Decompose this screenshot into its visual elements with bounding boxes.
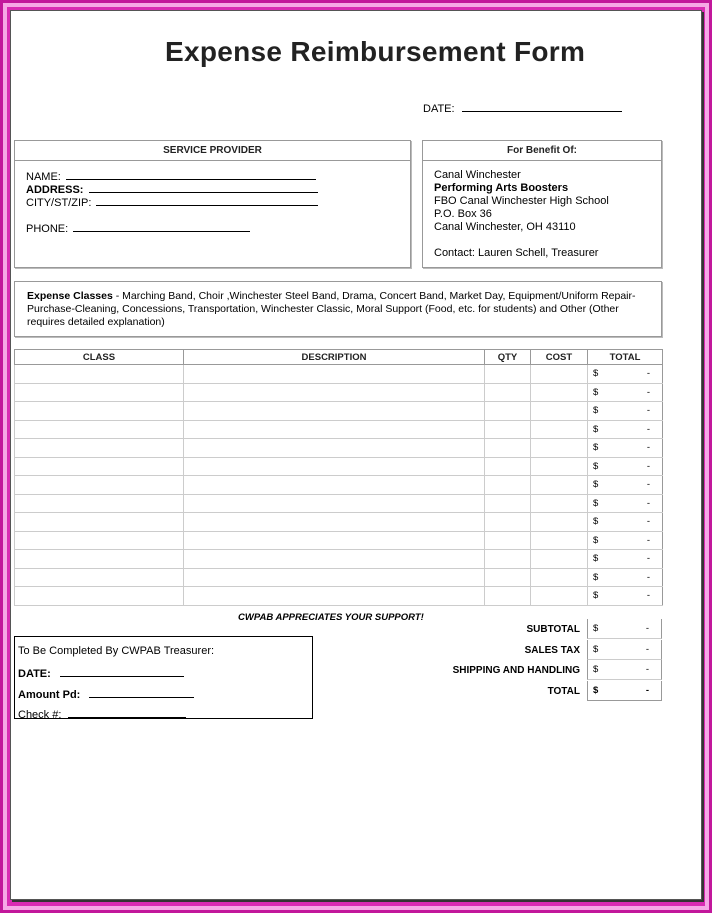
benefit-line: Canal Winchester <box>434 169 521 181</box>
amount-dash: - <box>646 553 650 565</box>
total-cell <box>588 365 663 384</box>
treasurer-intro: To Be Completed By CWPAB Treasurer: <box>18 645 215 657</box>
benefit-line: P.O. Box 36 <box>434 208 492 220</box>
class-cell[interactable] <box>15 476 184 495</box>
qty-cell[interactable] <box>485 420 531 439</box>
benefit-box <box>422 140 662 268</box>
qty-cell[interactable] <box>485 476 531 495</box>
description-cell[interactable] <box>184 365 485 384</box>
class-cell[interactable] <box>15 568 184 587</box>
total-cell <box>588 531 663 550</box>
amount-dash: - <box>646 460 650 472</box>
qty-cell[interactable] <box>485 457 531 476</box>
amount-dash: - <box>646 571 650 583</box>
benefit-line: Canal Winchester, OH 43110 <box>434 221 576 233</box>
amount-paid-line[interactable] <box>89 687 194 698</box>
qty-cell[interactable] <box>485 439 531 458</box>
check-number-field[interactable] <box>18 707 186 721</box>
amount-dash: - <box>646 516 650 528</box>
phone-field[interactable] <box>26 221 250 235</box>
currency-sign: $ <box>593 623 599 634</box>
column-header-qty: QTY <box>485 350 531 365</box>
description-cell[interactable] <box>184 420 485 439</box>
qty-cell[interactable] <box>485 568 531 587</box>
total-cell <box>588 494 663 513</box>
class-cell[interactable] <box>15 420 184 439</box>
currency-sign: $ <box>593 442 599 454</box>
amount-dash: - <box>646 386 650 398</box>
city-label: CITY/ST/ZIP: <box>26 197 92 209</box>
address-field[interactable] <box>26 182 318 196</box>
table-row <box>15 513 663 532</box>
description-cell[interactable] <box>184 402 485 421</box>
form-title: Expense Reimbursement Form <box>165 36 586 67</box>
description-cell[interactable] <box>184 550 485 569</box>
total-cell <box>588 402 663 421</box>
cost-cell[interactable] <box>531 383 588 402</box>
amount-dash: - <box>646 368 650 380</box>
cost-cell[interactable] <box>531 494 588 513</box>
currency-sign: $ <box>593 664 599 675</box>
name-label: NAME: <box>26 171 61 183</box>
table-row <box>15 531 663 550</box>
qty-cell[interactable] <box>485 587 531 606</box>
description-cell[interactable] <box>184 587 485 606</box>
amount-dash: - <box>646 405 650 417</box>
check-number-label: Check #: <box>18 709 62 721</box>
address-label: ADDRESS: <box>26 184 84 196</box>
total-cell <box>588 476 663 495</box>
cost-cell[interactable] <box>531 587 588 606</box>
expense-classes-text: - Marching Band, Choir ,Winchester Steel Band, Drama, Concert Band, Market Day, Equipment/Uniform Repair-Purchase-Cleaning, Concessions, Transportation, Winchester Classic, Moral Support (Food, etc. for students) and Other (Other requires detailed explanation) <box>27 290 636 328</box>
class-cell[interactable] <box>15 494 184 513</box>
description-cell[interactable] <box>184 494 485 513</box>
total-cell <box>588 420 663 439</box>
cost-cell[interactable] <box>531 439 588 458</box>
check-number-line[interactable] <box>68 707 186 718</box>
table-row <box>15 476 663 495</box>
qty-cell[interactable] <box>485 494 531 513</box>
cost-cell[interactable] <box>531 568 588 587</box>
class-cell[interactable] <box>15 550 184 569</box>
total-label: TOTAL <box>547 686 580 697</box>
class-cell[interactable] <box>15 402 184 421</box>
amount-dash: - <box>646 442 650 454</box>
cost-cell[interactable] <box>531 531 588 550</box>
subtotal-label: SUBTOTAL <box>526 624 580 635</box>
total-cell <box>588 568 663 587</box>
description-cell[interactable] <box>184 568 485 587</box>
amount-dash: - <box>646 534 650 546</box>
column-header-description: DESCRIPTION <box>184 350 485 365</box>
date-input-line[interactable] <box>462 101 622 112</box>
description-cell[interactable] <box>184 531 485 550</box>
cost-cell[interactable] <box>531 365 588 384</box>
qty-cell[interactable] <box>485 365 531 384</box>
currency-sign: $ <box>593 497 599 509</box>
table-header-row <box>15 350 663 365</box>
qty-cell[interactable] <box>485 531 531 550</box>
subtotal-cell[interactable] <box>587 619 662 639</box>
cost-cell[interactable] <box>531 476 588 495</box>
sales-tax-label: SALES TAX <box>524 645 580 656</box>
total-cell <box>588 383 663 402</box>
name-input-line[interactable] <box>66 169 316 180</box>
total-cell <box>588 457 663 476</box>
table-row <box>15 420 663 439</box>
class-cell[interactable] <box>15 439 184 458</box>
expense-classes-box <box>14 281 662 337</box>
treasurer-date-field[interactable] <box>18 666 184 680</box>
treasurer-date-line[interactable] <box>60 666 184 677</box>
qty-cell[interactable] <box>485 383 531 402</box>
currency-sign: $ <box>593 516 599 528</box>
amount-dash: - <box>645 664 649 675</box>
cost-cell[interactable] <box>531 550 588 569</box>
table-row <box>15 457 663 476</box>
amount-dash: - <box>646 590 650 602</box>
shipping-cell[interactable] <box>587 660 662 680</box>
total-cell <box>588 439 663 458</box>
total-cell <box>588 513 663 532</box>
class-cell[interactable] <box>15 513 184 532</box>
amount-dash: - <box>645 644 649 655</box>
amount-dash: - <box>645 623 649 634</box>
currency-sign: $ <box>593 460 599 472</box>
benefit-contact: Contact: Lauren Schell, Treasurer <box>434 247 599 259</box>
table-row <box>15 587 663 606</box>
currency-sign: $ <box>593 479 599 491</box>
total-cell <box>588 550 663 569</box>
amount-paid-field[interactable] <box>18 687 194 701</box>
city-field[interactable] <box>26 195 318 209</box>
table-row <box>15 568 663 587</box>
currency-sign: $ <box>593 685 599 696</box>
name-field[interactable] <box>26 169 316 183</box>
description-cell[interactable] <box>184 476 485 495</box>
amount-dash: - <box>646 497 650 509</box>
class-cell[interactable] <box>15 531 184 550</box>
description-cell[interactable] <box>184 383 485 402</box>
shipping-label: SHIPPING AND HANDLING <box>452 665 580 676</box>
table-row <box>15 365 663 384</box>
table-row <box>15 383 663 402</box>
expense-items-table <box>14 349 663 606</box>
currency-sign: $ <box>593 423 599 435</box>
column-header-total: TOTAL <box>588 350 663 365</box>
class-cell[interactable] <box>15 365 184 384</box>
total-cell[interactable] <box>587 681 662 701</box>
currency-sign: $ <box>593 534 599 546</box>
class-cell[interactable] <box>15 457 184 476</box>
qty-cell[interactable] <box>485 513 531 532</box>
table-row <box>15 550 663 569</box>
address-input-line[interactable] <box>89 182 318 193</box>
currency-sign: $ <box>593 405 599 417</box>
service-provider-header: SERVICE PROVIDER <box>15 141 410 161</box>
amount-paid-label: Amount Pd: <box>18 689 81 701</box>
cost-cell[interactable] <box>531 420 588 439</box>
amount-dash: - <box>646 423 650 435</box>
description-cell[interactable] <box>184 439 485 458</box>
expense-classes-label: Expense Classes <box>27 290 113 302</box>
amount-dash: - <box>645 685 649 696</box>
cost-cell[interactable] <box>531 402 588 421</box>
currency-sign: $ <box>593 590 599 602</box>
description-cell[interactable] <box>184 513 485 532</box>
currency-sign: $ <box>593 553 599 565</box>
currency-sign: $ <box>593 644 599 655</box>
benefit-line: FBO Canal Winchester High School <box>434 195 609 207</box>
treasurer-date-label: DATE: <box>18 668 51 680</box>
cost-cell[interactable] <box>531 513 588 532</box>
table-row <box>15 439 663 458</box>
table-body <box>15 365 663 606</box>
currency-sign: $ <box>593 368 599 380</box>
currency-sign: $ <box>593 571 599 583</box>
description-cell[interactable] <box>184 457 485 476</box>
phone-label: PHONE: <box>26 223 69 235</box>
date-field[interactable] <box>423 101 622 115</box>
city-input-line[interactable] <box>96 195 318 206</box>
cost-cell[interactable] <box>531 457 588 476</box>
currency-sign: $ <box>593 386 599 398</box>
table-row <box>15 402 663 421</box>
appreciation-message: CWPAB APPRECIATES YOUR SUPPORT! <box>238 612 424 623</box>
class-cell[interactable] <box>15 383 184 402</box>
benefit-line: Performing Arts Boosters <box>434 182 569 194</box>
service-provider-box <box>14 140 411 268</box>
amount-dash: - <box>646 479 650 491</box>
column-header-cost: COST <box>531 350 588 365</box>
qty-cell[interactable] <box>485 550 531 569</box>
column-header-class: CLASS <box>15 350 184 365</box>
qty-cell[interactable] <box>485 402 531 421</box>
table-row <box>15 494 663 513</box>
phone-input-line[interactable] <box>73 221 250 232</box>
benefit-header: For Benefit Of: <box>423 141 661 161</box>
treasurer-box <box>14 636 313 719</box>
date-label: DATE: <box>423 103 455 115</box>
total-cell <box>588 587 663 606</box>
sales-tax-cell[interactable] <box>587 640 662 660</box>
class-cell[interactable] <box>15 587 184 606</box>
